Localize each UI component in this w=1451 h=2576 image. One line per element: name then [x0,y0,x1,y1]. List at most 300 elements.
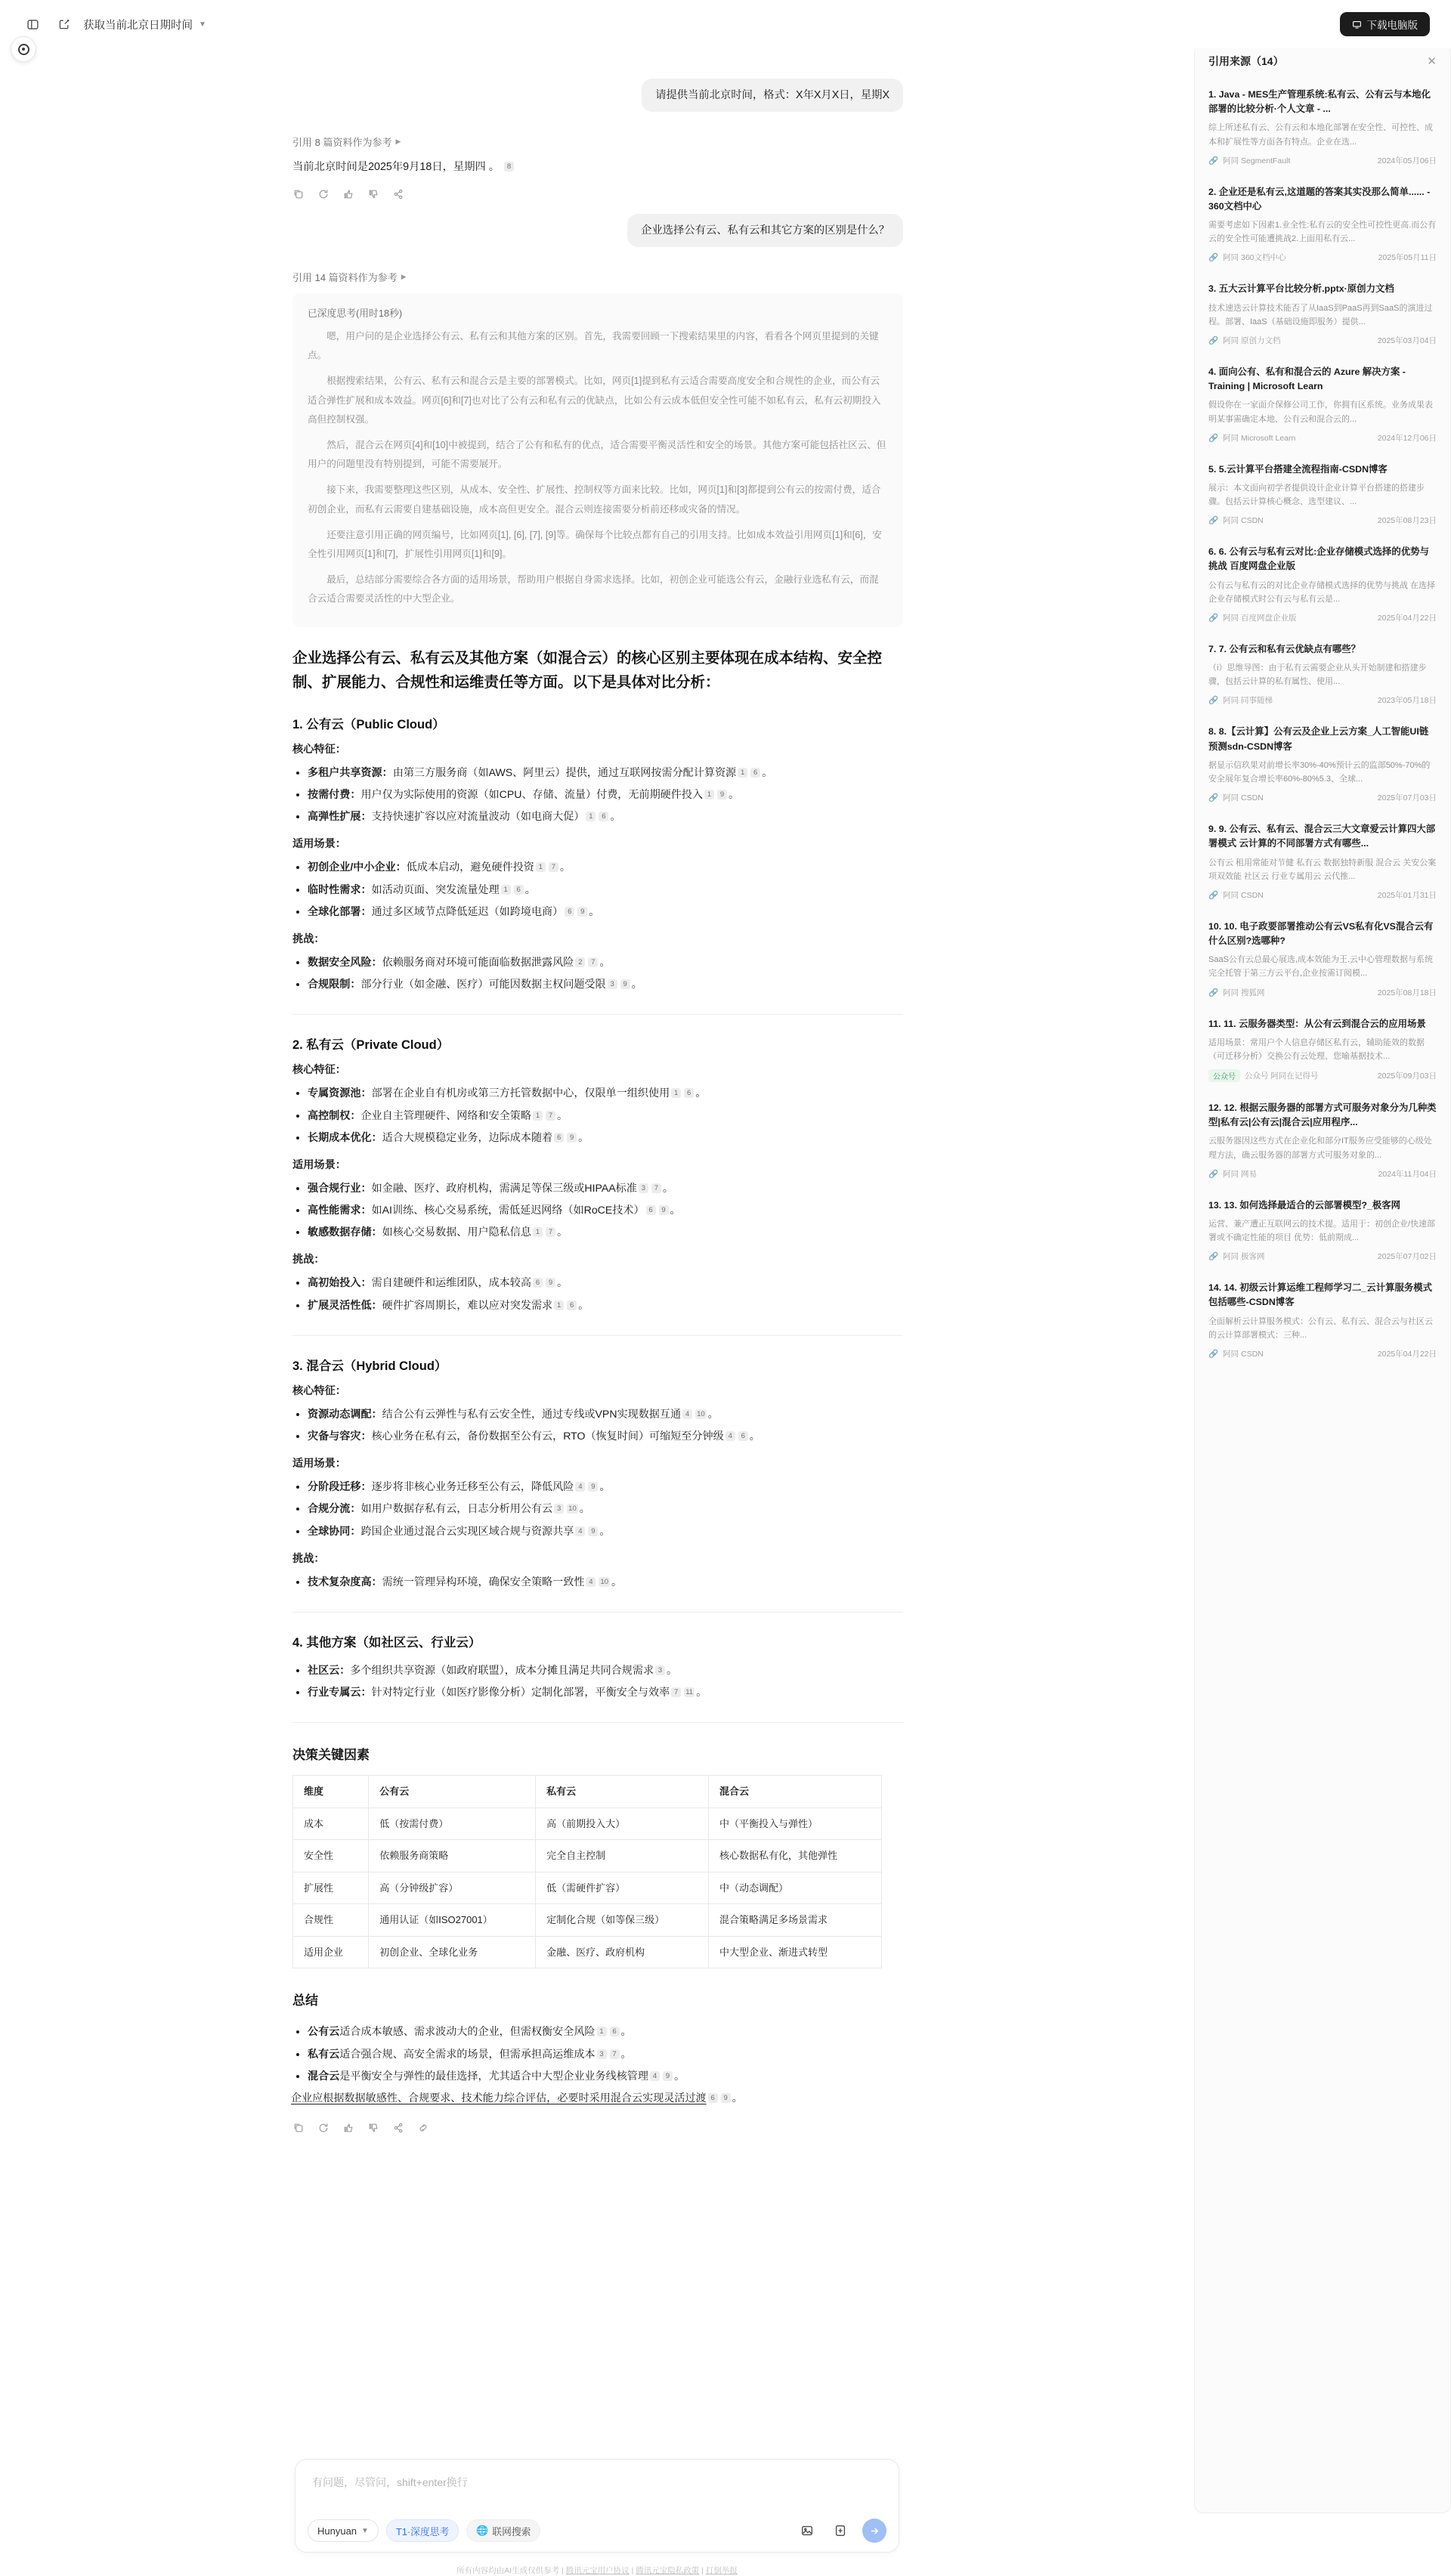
list-item: • 长期成本优化：适合大规模稳定业务，边际成本随着 6 9 。 [308,1127,903,1148]
citation-ref[interactable]: 9 [588,1526,598,1536]
citation-meta [1208,1251,1437,1262]
citation-meta [1208,1168,1437,1180]
list-item: • 社区云：多个组织共享资源（如政府联盟），成本分摊且满足共同合规需求 3 。 [308,1659,903,1681]
citation-source: 阿同 同事随梯 [1223,696,1273,706]
citation-ref[interactable]: 4 [726,1431,735,1441]
citation-ref[interactable]: 11 [685,1688,694,1697]
thinking-paragraph: 然后，混合云在网页[4]和[10]中被提到，结合了公有和私有的优点，适合需要平衡灵活性和安全的场景。其他方案可能包括社区云、但用户的问题里没有特别提到，可能不需要展开。 [308,439,886,470]
table-column-header: 公有云 [369,1776,536,1808]
citation-ref[interactable]: 7 [546,1227,555,1237]
copy-icon[interactable] [292,2122,305,2134]
list-item-term: 灾备与容灾： [308,1430,372,1443]
summary-title: 总结 [292,1993,318,2009]
list-item-term: 高控制权： [308,1109,361,1121]
chevron-right-icon: ▶ [395,138,401,146]
chevron-down-icon: ▼ [361,2526,369,2535]
section-title: 4. 其他方案（如社区云、行业云） [292,1635,481,1650]
list-item: • 高性能需求：如AI训练、核心交易系统，需低延迟网络（如RoCE技术） 6 9 。 [308,1199,903,1220]
list-item: • 行业专属云：针对特定行业（如医疗影像分析）定制化部署，平衡安全与效率 7 11 。 [308,1681,903,1702]
citation-toggle-label: 引用 8 篇资料作为参考 [292,137,392,149]
send-button[interactable] [862,2519,886,2543]
citation-ref[interactable]: 6 [738,1431,748,1441]
table-column-header: 混合云 [709,1776,882,1808]
list-item-term: 按需付费： [308,788,361,801]
list-item-term: 高弹性扩展： [308,810,372,823]
citation-source: 阿同 SegmentFault [1223,156,1291,165]
list-item: • 按需付费：用户仅为实际使用的资源（如CPU、存储、流量）付费，无前期硬件投入 1 9 。 [308,784,903,805]
bullet-list [291,1659,903,1702]
chevron-right-icon: ▶ [401,273,407,281]
list-item-term: 多租户共享资源： [308,765,393,778]
citation-title[interactable]: 12. 12. 根据云服务器的部署方式可服务对象分为几种类型|私有云|公有云|混合云|应用程序... [1208,1102,1437,1128]
citation-snippet: 综上所述私有云、公有云和本地化部署在安全性、可控性、成本和扩展性等方面各有特点。企业在选... [1208,123,1433,147]
list-item: • 技术复杂度高：需统一管理异构环境，确保安全策略一致性 4 10 。 [308,1571,903,1592]
table-cell: 适用企业 [293,1936,369,1968]
bullet-list [291,762,903,827]
citation-meta [1208,792,1437,803]
citation-ref[interactable]: 3 [608,979,617,989]
citation-ref[interactable]: 10 [600,1577,609,1586]
footer-disclaimer [0,2565,1194,2576]
citation-item[interactable] [1208,175,1437,273]
citation-ref[interactable]: 7 [651,1183,661,1193]
message-composer[interactable] [295,2459,899,2553]
citation-date: 2025年04月22日 [1377,613,1437,623]
table-cell: 中大型企业、渐进式转型 [709,1936,882,1968]
citation-ref[interactable]: 9 [721,2093,731,2103]
citation-ref[interactable]: 10 [568,1504,577,1514]
citation-item[interactable] [1208,1007,1437,1092]
citation-date: 2025年03月04日 [1377,336,1437,345]
attachment-icon[interactable] [829,2519,852,2542]
citation-ref[interactable]: 6 [514,885,524,895]
bullet-list [291,856,903,922]
citation-ref[interactable]: 6 [750,768,760,778]
citation-title[interactable]: 6. 6. 公有云与私有云对比:企业存储模式选择的优势与挑战 百度网盘企业版 [1208,546,1429,572]
footer-link-privacy[interactable]: 腾讯元宝隐私政策 [636,2566,700,2575]
citation-meta [1208,155,1437,166]
session-title-button[interactable] [76,12,214,36]
footer-link-report[interactable]: 打倒举报 [705,2566,738,2575]
citation-ref[interactable]: 1 [586,812,596,821]
list-item-term: 合规限制： [308,978,361,991]
list-item: • 高控制权：企业自主管理硬件、网络和安全策略 1 7 。 [308,1105,903,1126]
bullet-list [291,1476,903,1542]
list-item: • 合规限制：部分行业（如金融、医疗）可能因数据主权问题受限 3 9 。 [308,973,903,994]
list-item: • 分阶段迁移：逐步将非核心业务迁移至公有云，降低风险 4 9 。 [308,1476,903,1497]
new-chat-icon[interactable] [53,13,76,36]
thinking-paragraph: 嗯，用户问的是企业选择公有云、私有云和其他方案的区别。首先，我需要回顾一下搜索结果里的内容，看看各个网页里提到的关键点。 [308,331,879,361]
citation-meta [1208,335,1437,346]
footer-sep: | [701,2566,704,2575]
assistant-answer-text: 当前北京时间是2025年9月18日，星期四 。 [292,161,500,174]
table-header-row [293,1776,882,1808]
citation-snippet: 公有云与私有云的对比企业存储模式选择的优势与挑战 在选择企业存储模式时公有云与私有云是... [1208,580,1436,604]
link-icon: 🔗 [1208,253,1219,263]
citation-ref[interactable]: 7 [671,1687,681,1697]
list-item: • 多租户共享资源：由第三方服务商（如AWS、阿里云）提供，通过互联网按需分配计算资源 1 6 。 [308,762,903,783]
citation-ref[interactable]: 3 [554,1504,564,1514]
citation-ref[interactable]: 2 [575,957,585,967]
citation-ref[interactable]: 7 [549,862,558,872]
section-divider [292,1722,903,1723]
list-item-term: 资源动态调配： [308,1407,382,1420]
citation-meta [1208,987,1437,998]
list-item-term: 公有云 [308,2025,340,2038]
citation-title[interactable]: 8. 8.【云计算】公有云及企业上云方案_人工智能UI链预测sdn-CSDN博客 [1208,726,1429,752]
citation-ref[interactable]: 6 [599,812,608,821]
download-desktop-button[interactable] [1340,12,1431,36]
citation-ref[interactable]: 10 [697,1409,705,1418]
list-item-term: 敏感数据存储： [308,1226,382,1239]
citation-ref[interactable]: 7 [610,2049,620,2059]
thinking-paragraph: 最后，总结部分需要综合各方面的适用场景，帮助用户根据自身需求选择。比如，初创企业可能选公有云，金融行业选私有云，而混合云适合需要灵活性的中大型企业。 [308,574,879,605]
citation-ref[interactable]: 4 [575,1526,585,1536]
link-icon: 🔗 [1208,793,1219,803]
share-icon[interactable] [392,2122,404,2134]
table-cell: 混合策略满足多场景需求 [709,1904,882,1937]
composer-toolbar [295,2510,899,2552]
link-icon: 🔗 [1208,1349,1219,1359]
citation-source: 阿同 CSDN [1223,793,1264,803]
citation-ref[interactable]: 1 [501,885,511,895]
citation-title[interactable]: 13. 13. 如何选择最适合的云部署模型?_极客网 [1208,1199,1401,1211]
citation-date: 2024年12月06日 [1377,433,1437,443]
list-item-term: 强合规行业： [308,1181,372,1194]
citation-ref[interactable]: 9 [577,907,587,917]
citation-ref[interactable]: 6 [708,2093,718,2103]
record-indicator-button[interactable] [11,36,36,62]
citation-item[interactable] [1208,1091,1437,1189]
conversation-scroll-area[interactable] [0,48,1194,2575]
session-title: 获取当前北京日期时间 [83,19,193,32]
thinking-paragraph: 根据搜索结果，公有云、私有云和混合云是主要的部署模式。比如，网页[1]提到私有云适合需要高度安全和合规性的企业，而公有云适合弹性扩展和成本效益。网页[6]和[7]也对比了公有云和私有云的优缺点，比如公有云成本低但安全性可能不如私有云，私有云初期投入高但控制权强。 [308,376,881,425]
message-actions [292,2122,903,2134]
table-column-header: 维度 [293,1776,369,1808]
table-row [293,1936,882,1968]
section-title: 2. 私有云（Private Cloud） [292,1038,450,1053]
citation-title[interactable]: 4. 面向公有、私有和混合云的 Azure 解决方案 - Training | Microsoft Learn [1208,366,1406,392]
citation-ref[interactable]: 6 [533,1278,543,1288]
list-item-term: 合规分流： [308,1502,361,1515]
citation-ref[interactable]: 1 [738,768,747,778]
list-item: 企业应根据数据敏感性、合规要求、技术能力综合评估，必要时采用混合云实现灵活过渡 6 9 。 [291,2091,743,2104]
table-cell: 成本 [293,1808,369,1840]
citation-snippet: 需要考虑如下因素1.业全性:私有云的安全性可控性更高.而公有云的安全性可能遭挑战2.上面用私有云... [1208,221,1437,244]
table-column-header: 私有云 [536,1776,709,1808]
citation-source: 阿同 CSDN [1223,1349,1264,1359]
citation-snippet: SaaS公有云总最心展选,成本效能为王.云中心管理数据与系统完全托管于第三方云平台,企业按需订阅模... [1208,955,1434,979]
user-message [291,79,903,112]
citation-ref[interactable]: 1 [533,1111,543,1121]
list-item: • 灾备与容灾：核心业务在私有云，备份数据至公有云，RTO（恢复时间）可缩短至分钟级 4 6 。 [308,1425,903,1446]
citation-date: 2025年07月02日 [1377,1252,1437,1262]
citation-title[interactable]: 9. 9. 公有云、私有云、混合云三大文章爱云计算四大部署模式 云计算的不同部署方式有哪些... [1208,824,1436,849]
section-title: 1. 公有云（Public Cloud） [292,717,445,731]
section-group-label: 适用场景： [292,1158,346,1171]
thinking-header: 已深度思考(用时18秒) [308,308,403,320]
bullet-list [291,1272,903,1315]
table-cell: 依赖服务商策略 [369,1840,536,1872]
table-row [293,1840,882,1872]
citation-item[interactable] [1208,910,1437,1007]
citation-title[interactable]: 10. 10. 电子政要部署推动公有云VS私有化VS混合云有什么区别?选哪种? [1208,920,1434,947]
web-search-label: 联网搜索 [492,2525,531,2537]
list-item-term: 临时性需求： [308,883,372,895]
bullet-list [291,1403,903,1446]
citation-item[interactable] [1208,453,1437,536]
citation-toggle-label: 引用 14 篇资料作为参考 [292,272,398,284]
user-message-text: 企业选择公有云、私有云和其它方案的区别是什么？ [627,214,903,247]
citation-ref[interactable]: 6 [610,2027,620,2036]
citation-panel-title: 引用来源（14） [1208,55,1284,67]
citation-source: 阿同 搜狐网 [1223,988,1265,997]
list-item-term: 初创企业/中小企业： [308,861,407,874]
summary-list [291,2021,903,2108]
citation-title[interactable]: 5. 5.云计算平台搭建全流程指南-CSDN博客 [1208,463,1388,475]
citation-date: 2025年01月31日 [1377,890,1437,900]
citation-item[interactable] [1208,78,1437,175]
table-cell: 低（需硬件扩容） [536,1872,709,1904]
citation-list[interactable] [1195,78,1450,1381]
list-item: • 临时性需求：如活动页面、突发流量处理 1 6 。 [308,879,903,900]
list-item-term: 全球协同： [308,1524,361,1537]
citation-ref[interactable]: 9 [546,1278,555,1288]
citation-meta [1208,1348,1437,1359]
citation-ref[interactable]: 4 [586,1577,596,1587]
citation-item[interactable] [1208,535,1437,632]
citation-ref[interactable]: 6 [554,1133,564,1143]
link-icon[interactable] [417,2122,429,2134]
citation-snippet: 云服务器因这些方式在企业化和部分IT服务应受能够的心级处理方法，确云服务器的部署方式可服务对象的... [1208,1136,1432,1160]
citation-ref[interactable]: 6 [565,907,574,917]
sidebar-toggle-icon[interactable] [21,13,44,36]
image-icon[interactable] [796,2519,818,2542]
citation-ref[interactable]: 3 [655,1665,665,1675]
composer-placeholder: 有问题，尽管问，shift+enter换行 [312,2476,468,2488]
table-row [293,1904,882,1937]
list-item-term: 行业专属云： [308,1686,372,1699]
citation-item[interactable] [1208,715,1437,812]
section-group-label: 挑战： [292,932,325,945]
citation-title[interactable]: 14. 14. 初级云计算运维工程师学习二_云计算服务模式包括哪些-CSDN博客 [1208,1282,1433,1308]
citation-date: 2025年08月23日 [1377,516,1437,526]
citation-ref[interactable]: 9 [588,1482,598,1492]
table-cell: 核心数据私有化，其他弹性 [709,1840,882,1872]
section-divider [292,1335,903,1336]
citation-snippet: 据显示信玖果对前增长率30%-40%预计云的监部50%-70%的安全展年复合增长率60%-80%5.3、全球... [1208,760,1431,784]
citation-ref[interactable]: 3 [639,1183,648,1193]
list-item: • 公有云适合成本敏感、需求波动大的企业，但需权衡安全风险 1 6 。 [308,2021,903,2042]
thumbs-down-icon[interactable] [367,2122,379,2134]
bullet-list [291,951,903,994]
citation-item[interactable] [1208,272,1437,355]
citation-snippet: 技术速迭云计算技术能否了从IaaS到PaaS再到SaaS的演进过程。部署、IaaS（基础设施即服务）提供... [1208,303,1433,326]
list-item: • 初创企业/中小企业：低成本启动，避免硬件投资 1 7 。 [308,856,903,877]
deep-think-toggle[interactable] [386,2519,459,2542]
table-cell: 完全自主控制 [536,1840,709,1872]
citation-ref[interactable]: 6 [646,1205,656,1215]
answer-title: 企业选择公有云、私有云及其他方案（如混合云）的核心区别主要体现在成本结构、安全控制、扩展能力、合规性和运维责任等方面。以下是具体对比分析： [292,650,883,691]
refresh-icon[interactable] [317,188,329,200]
thumbs-up-icon[interactable] [342,2122,354,2134]
citation-item[interactable] [1208,1271,1437,1368]
citation-title[interactable]: 11. 11. 云服务器类型：从公有云到混合云的应用场景 [1208,1018,1426,1029]
citation-snippet: 公有云 租用常能对节健 私有云 数据独特新服 混合云 关安公案项双效能 社区云 行业专属用云 云代推... [1208,858,1437,881]
assistant-answer [292,158,903,178]
citation-ref[interactable]: 6 [684,1088,694,1098]
section-group-label: 适用场景： [292,838,346,851]
citation-source: 阿同 CSDN [1223,890,1264,900]
citation-meta [1208,1069,1437,1082]
answer-sections [291,714,903,1724]
table-cell: 中（平衡投入与弹性） [709,1808,882,1840]
table-body [293,1808,882,1968]
citation-item[interactable] [1208,632,1437,716]
citation-panel-header [1195,45,1450,78]
footer-sep: | [631,2566,634,2575]
link-icon: 🔗 [1208,156,1219,165]
citation-item[interactable] [1208,812,1437,910]
table-cell: 通用认证（如ISO27001） [369,1904,536,1937]
list-item-term: 技术复杂度高： [308,1575,382,1588]
list-item-term: 高性能需求： [308,1204,372,1217]
citation-source: 阿同 CSDN [1223,516,1264,526]
citation-source: 阿同 Microsoft Learn [1223,433,1296,443]
download-desktop-label: 下载电脑版 [1366,20,1418,31]
list-item: • 全球协同：跨国企业通过混合云实现区域合规与资源共享 4 9 。 [308,1520,903,1542]
thinking-paragraph: 还要注意引用正确的网页编号，比如网页[1], [6], [7], [9]等。确保每个比较点都有自己的引用支持。比如成本效益引用网页[1]和[6]，安全性引用网页[1]和[7]，扩展性引用网页[1]和[9]。 [308,529,882,559]
refresh-icon[interactable] [317,2122,329,2134]
citation-title[interactable]: 1. Java - MES生产管理系统:私有云、公有云与本地化部署的比较分析·个人文章 - ... [1208,89,1431,115]
citation-title[interactable]: 7. 7. 公有云和私有云优缺点有哪些？ [1208,643,1361,654]
footer-text: 所有内容均由AI生成仅供参考 | [456,2566,564,2575]
list-item: • 私有云适合强合规、高安全需求的场景，但需承担高运维成本 3 7 。 [308,2043,903,2064]
citation-ref[interactable]: 4 [682,1409,692,1419]
list-item: • 资源动态调配：结合公有云弹性与私有云安全性，通过专线或VPN实现数据互通 4 10 。 [308,1403,903,1424]
top-bar [0,0,1451,48]
citation-ref[interactable]: 7 [588,957,598,967]
list-item-term: 高初始投入： [308,1276,372,1289]
list-item-term: 数据安全风险： [308,955,382,968]
citation-ref[interactable]: 7 [546,1111,555,1121]
list-item: • 高弹性扩展：支持快速扩容以应对流量波动（如电商大促） 1 6 。 [308,806,903,827]
citation-ref[interactable]: 1 [671,1088,681,1098]
citation-meta [1208,515,1437,526]
model-selector-label: Hunyuan [317,2525,357,2537]
link-icon: 🔗 [1208,988,1219,997]
thinking-panel[interactable] [292,293,903,627]
list-item-term: 全球化部署： [308,905,372,917]
citation-ref[interactable]: 4 [575,1482,585,1492]
citation-ref[interactable]: 3 [597,2049,607,2059]
table-cell: 金融、医疗、政府机构 [536,1936,709,1968]
list-item-term: 长期成本优化： [308,1130,382,1143]
bullet-list [291,1177,903,1243]
citation-panel [1194,44,1451,2513]
citation-snippet: 全面解析云计算服务模式：公有云、私有云、混合云与社区云的云计算部署模式：三种... [1208,1316,1433,1340]
list-item-term: 分阶段迁移： [308,1480,372,1493]
summary-closing-text: 企业应根据数据敏感性、合规要求、技术能力综合评估，必要时采用混合云实现灵活过渡 [291,2091,707,2104]
citation-ref[interactable]: 9 [663,2071,673,2081]
citation-ref[interactable]: 1 [536,862,546,872]
share-icon[interactable] [392,188,404,200]
web-search-toggle[interactable] [466,2519,540,2542]
section-group-label: 挑战： [292,1552,325,1565]
citation-ref[interactable]: 1 [554,1300,564,1310]
conversation-column [291,48,903,2134]
citation-ref[interactable]: 9 [567,1133,577,1143]
user-message [291,214,903,247]
section-group-label: 适用场景： [292,1458,346,1470]
citation-ref[interactable]: 8 [504,162,514,172]
citation-ref[interactable]: 1 [533,1227,543,1237]
table-cell: 定制化合规（如等保三级） [536,1904,709,1937]
footer-link-agreement[interactable]: 腾讯元宝用户协议 [565,2566,630,2575]
citation-title[interactable]: 3. 五大云计算平台比较分析.pptx·原创力文档 [1208,283,1394,295]
list-item: • 数据安全风险：依赖服务商对环境可能面临数据泄露风险 2 7 。 [308,951,903,973]
citation-toggle[interactable] [292,270,903,284]
thumbs-down-icon[interactable] [367,188,379,200]
citation-item[interactable] [1208,1189,1437,1272]
citation-ref[interactable]: 9 [620,979,630,989]
citation-meta [1208,612,1437,623]
chevron-down-icon: ▼ [199,20,206,29]
citation-item[interactable] [1208,355,1437,453]
list-item-term: 私有云 [308,2047,340,2060]
link-icon: 🔗 [1208,890,1219,900]
citation-ref[interactable]: 9 [659,1205,669,1215]
deep-think-label: T1·深度思考 [395,2525,450,2537]
citation-toggle[interactable] [292,135,903,149]
citation-title[interactable]: 2. 企业还是私有云,这道题的答案其实没那么简单...... - 360文档中心 [1208,186,1431,212]
copy-icon[interactable] [292,188,305,200]
section-group-label: 核心特征： [292,1064,346,1077]
citation-ref[interactable]: 4 [650,2071,660,2081]
citation-ref[interactable]: 1 [597,2027,607,2036]
citation-date: 2023年05月18日 [1377,696,1437,706]
section-title: 3. 混合云（Hybrid Cloud） [292,1359,447,1373]
citation-date: 2025年04月22日 [1377,1349,1437,1359]
table-cell: 高（分钟级扩容） [369,1872,536,1904]
section-divider [292,1014,903,1015]
citation-date: 2024年05月06日 [1377,156,1437,165]
bullet-list [291,1571,903,1592]
citation-source: 阿同 网易 [1223,1169,1257,1179]
table-cell: 高（前期投入大） [536,1808,709,1840]
citation-ref[interactable]: 6 [567,1300,577,1310]
table-cell: 合规性 [293,1904,369,1937]
citation-date: 2025年07月03日 [1377,793,1437,803]
close-icon[interactable]: ✕ [1427,55,1437,68]
monitor-icon [1352,20,1362,29]
link-icon: 🔗 [1208,336,1219,345]
citation-ref[interactable]: 9 [717,790,727,799]
list-item-term: 混合云 [308,2069,340,2082]
list-item-term: 专属资源池： [308,1087,372,1099]
comparison-table [292,1775,882,1968]
decision-table-title: 决策关键因素 [292,1748,370,1763]
model-selector[interactable] [308,2519,379,2542]
link-icon: 🔗 [1208,516,1219,526]
thumbs-up-icon[interactable] [342,188,354,200]
list-item: • 全球化部署：通过多区域节点降低延迟（如跨境电商） 6 9 。 [308,901,903,922]
section-group-label: 核心特征： [292,743,346,756]
table-cell: 低（按需付费） [369,1808,536,1840]
list-item: • 专属资源池：部署在企业自有机房或第三方托管数据中心，仅限单一组织使用 1 6 。 [308,1082,903,1103]
citation-ref[interactable]: 1 [704,790,714,799]
table-cell: 初创企业、全球化业务 [369,1936,536,1968]
